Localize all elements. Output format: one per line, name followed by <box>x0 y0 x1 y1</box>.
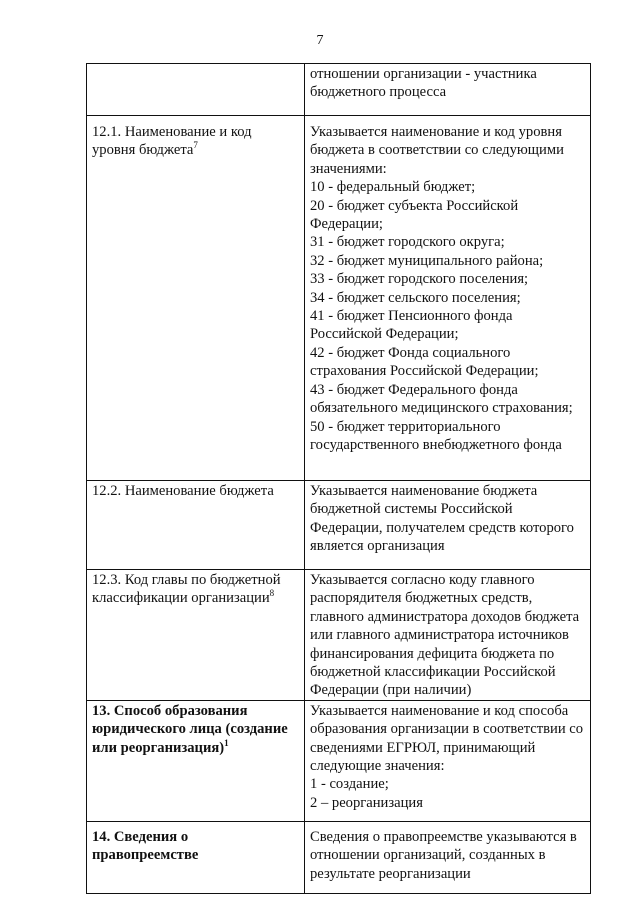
label-line: классификации организации$^8$ <box>92 588 275 607</box>
description-line: главного администратора доходов бюджета <box>310 608 580 625</box>
description-line: распорядителя бюджетных средств, <box>310 590 533 607</box>
description-line: Сведения о правопреемстве указываются в <box>310 828 577 845</box>
requirements-table <box>86 63 591 894</box>
row-label-cell <box>87 481 305 570</box>
description-line: 43 - бюджет Федерального фонда <box>310 381 518 398</box>
label-line: юридического лица (создание <box>92 721 288 738</box>
description-line: 32 - бюджет муниципального района; <box>310 252 544 269</box>
row-label-cell <box>87 116 305 481</box>
table-row <box>87 570 591 701</box>
row-description-cell <box>305 700 591 821</box>
footnote-ref: 1 <box>224 737 229 748</box>
row-label-cell <box>87 570 305 701</box>
description-line: 2 – реорганизация <box>310 794 423 811</box>
description-line: 42 - бюджет Фонда социального <box>310 344 511 361</box>
description-line: 50 - бюджет территориального <box>310 418 501 435</box>
description-line: 41 - бюджет Пенсионного фонда <box>310 308 513 325</box>
row-description-cell <box>305 64 591 116</box>
label-line: 14. Сведения о <box>92 828 189 845</box>
description-line: Указывается согласно коду главного <box>310 572 535 588</box>
description-line: государственного внебюджетного фонда <box>310 436 562 453</box>
label-line: или реорганизация)$^1$ <box>92 737 229 756</box>
description-line: 1 - создание; <box>310 776 389 793</box>
description-line: значениями: <box>310 160 387 177</box>
table-row <box>87 700 591 821</box>
description-line: 10 - федеральный бюджет; <box>310 179 476 196</box>
row-description-cell <box>305 116 591 481</box>
table-row <box>87 821 591 893</box>
row-description-cell <box>305 481 591 570</box>
label-line: 13. Способ образования <box>92 702 248 719</box>
row-description-cell <box>305 821 591 893</box>
description-line: отношении организации - участника <box>310 66 537 82</box>
description-line: 34 - бюджет сельского поселения; <box>310 289 521 306</box>
footnote-ref: 7 <box>193 140 198 151</box>
description-line: или главного администратора источников <box>310 627 569 644</box>
description-line: бюджета в соответствии со следующими <box>310 142 564 159</box>
page-number: 7 <box>316 33 324 48</box>
footnote-ref: 8 <box>269 588 275 599</box>
label-line: 12.3. Код главы по бюджетной <box>92 572 281 588</box>
table-row <box>87 116 591 481</box>
description-line: финансирования дефицита бюджета по <box>310 645 555 662</box>
table-row <box>87 481 591 570</box>
description-line: бюджетной системы Российской <box>310 501 513 518</box>
label-line: уровня бюджета$^7$ <box>92 140 198 159</box>
description-line: 20 - бюджет субъекта Российской <box>310 197 519 214</box>
description-line: 33 - бюджет городского поселения; <box>310 271 529 288</box>
description-line: Указывается наименование бюджета <box>310 483 538 499</box>
row-label-cell <box>87 64 305 116</box>
description-line: страхования Российской Федерации; <box>310 363 539 380</box>
description-line: Указывается наименование и код уровня <box>310 124 562 140</box>
description-line: Федерации (при наличии) <box>310 682 472 699</box>
description-line: Федерации, получателем средств которого <box>310 519 574 536</box>
row-label-cell <box>87 821 305 893</box>
row-label-cell <box>87 700 305 821</box>
description-line: бюджетного процесса <box>310 84 447 101</box>
description-line: 31 - бюджет городского округа; <box>310 234 505 251</box>
description-line: Указывается наименование и код способа <box>310 702 569 719</box>
description-line: результате реорганизации <box>310 865 471 882</box>
row-description-cell <box>305 570 591 701</box>
description-line: обязательного медицинского страхования; <box>310 400 573 417</box>
description-line: является организация <box>310 538 445 555</box>
description-line: Российской Федерации; <box>310 326 459 343</box>
label-line: 12.2. Наименование бюджета <box>92 483 274 499</box>
description-line: образования организации в соответствии со <box>310 721 584 738</box>
label-line: 12.1. Наименование и код <box>92 124 252 140</box>
description-line: Федерации; <box>310 216 383 233</box>
description-line: отношении организаций, созданных в <box>310 847 546 864</box>
description-line: следующие значения: <box>310 758 445 775</box>
description-line: бюджетной классификации Российской <box>310 664 556 681</box>
description-line: сведениями ЕГРЮЛ, принимающий <box>310 739 536 756</box>
table-row <box>87 64 591 116</box>
label-line: правопреемстве <box>92 847 199 864</box>
